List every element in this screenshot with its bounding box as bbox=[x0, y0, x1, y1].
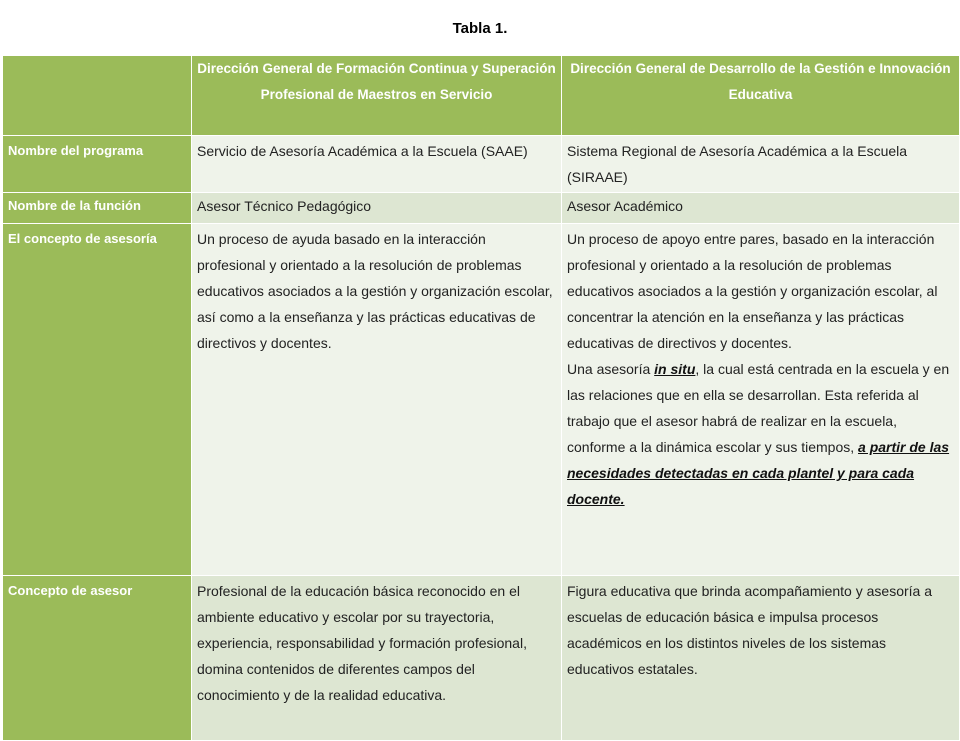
row-label-concepto-asesoria: El concepto de asesoría bbox=[3, 224, 192, 576]
cell-asesor-dgfc: Profesional de la educación básica reconocido en el ambiente educativo y escolar por su trayectoria, experiencia, responsabilidad y formación profesional, domina contenidos de diferentes campos del conocimiento y de la realidad educativa. bbox=[192, 576, 562, 741]
row-label-nombre-programa: Nombre del programa bbox=[3, 136, 192, 193]
header-row bbox=[3, 56, 960, 136]
in-situ-emphasis: in situ bbox=[654, 361, 696, 377]
asesoria-paragraph-2 bbox=[567, 356, 954, 512]
cell-asesor-dgdgie: Figura educativa que brinda acompañamiento y asesoría a escuelas de educación básica e impulsa procesos académicos en los distintos niveles de los sistemas educativos estatales. bbox=[562, 576, 960, 741]
header-empty-cell bbox=[3, 56, 192, 136]
header-dgdgie: Dirección General de Desarrollo de la Gestión e Innovación Educativa bbox=[562, 56, 960, 136]
table-row bbox=[3, 136, 960, 193]
asesoria-paragraph-1: Un proceso de apoyo entre pares, basado en la interacción profesional y orientado a la resolución de problemas educativos asociados a la gestión y organización escolar, al concentrar la atención en la enseñanza y las prácticas educativas de directivos y docentes. bbox=[567, 231, 938, 351]
header-dgfc: Dirección General de Formación Continua y Superación Profesional de Maestros en Servicio bbox=[192, 56, 562, 136]
cell-funcion-dgdgie: Asesor Académico bbox=[562, 193, 960, 224]
table-title: Tabla 1. bbox=[452, 20, 508, 37]
asesoria-text-a: Una asesoría bbox=[567, 361, 655, 377]
table-row bbox=[3, 193, 960, 224]
table-row bbox=[3, 576, 960, 741]
necesidades-emphasis: a partir de las necesidades detectadas en cada plantel y para cada docente. bbox=[567, 439, 950, 507]
cell-asesoria-dgfc: Un proceso de ayuda basado en la interacción profesional y orientado a la resolución de problemas educativos asociados a la gestión y organización escolar, así como a la enseñanza y las prácticas educativas de directivos y docentes. bbox=[192, 224, 562, 576]
cell-funcion-dgfc: Asesor Técnico Pedagógico bbox=[192, 193, 562, 224]
comparison-table bbox=[2, 55, 960, 741]
asesoria-text-c: , la cual está centrada en la escuela y en las relaciones que en ella se desarrollan. Esta referida al trabajo que el asesor habrá de realizar en la escuela, conforme a la dinámica escolar y sus tiempos, bbox=[567, 361, 950, 455]
cell-asesoria-dgdgie bbox=[562, 224, 960, 576]
row-label-nombre-funcion: Nombre de la función bbox=[3, 193, 192, 224]
cell-siraae: Sistema Regional de Asesoría Académica a la Escuela (SIRAAE) bbox=[562, 136, 960, 193]
cell-saae: Servicio de Asesoría Académica a la Escuela (SAAE) bbox=[192, 136, 562, 193]
table-row bbox=[3, 224, 960, 576]
row-label-concepto-asesor: Concepto de asesor bbox=[3, 576, 192, 741]
